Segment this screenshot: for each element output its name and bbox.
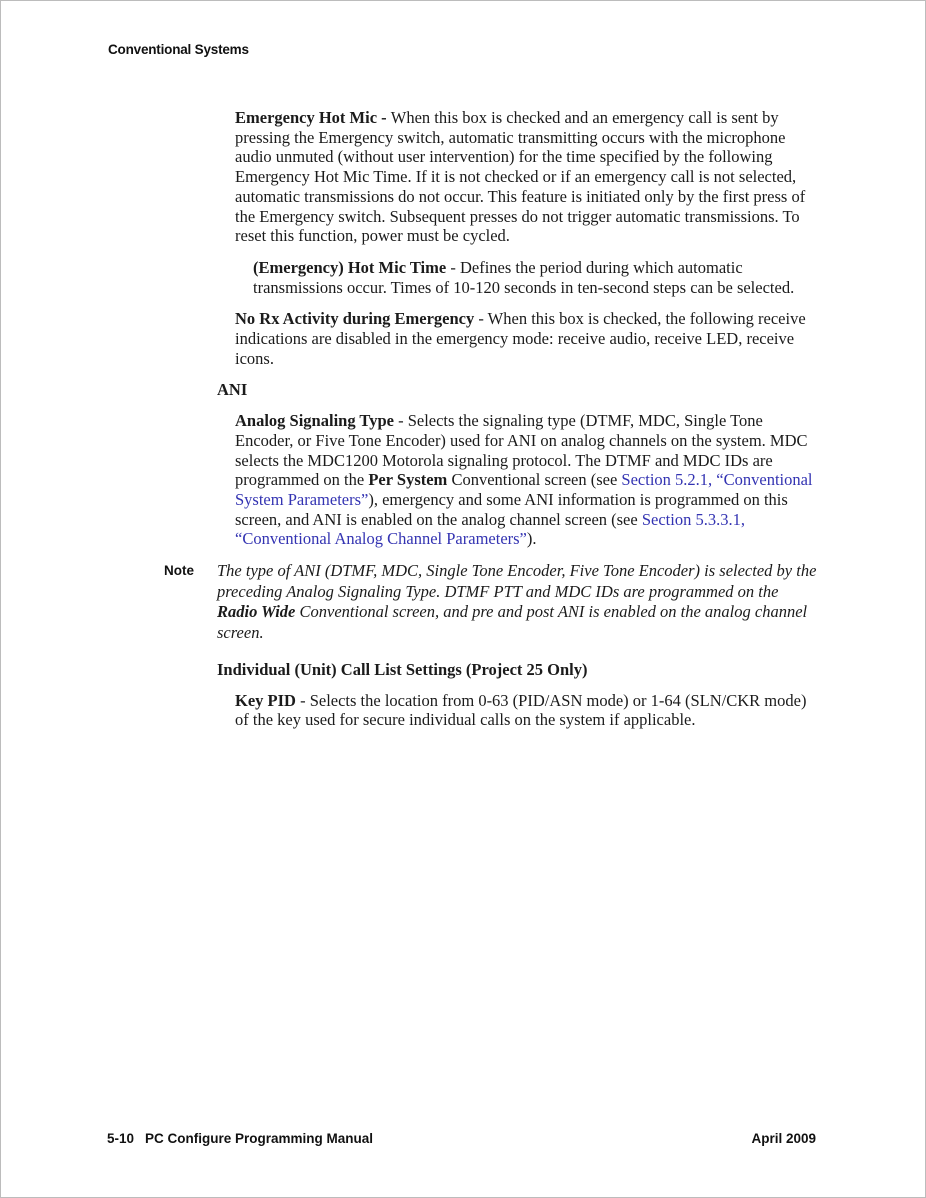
running-header: Conventional Systems <box>108 42 249 57</box>
page-footer <box>1 1131 925 1149</box>
paragraph-emergency-hot-mic <box>235 108 813 246</box>
footer-date: April 2009 <box>751 1131 816 1146</box>
text-run: - Selects the signaling type (DTMF, MDC, Single Tone Encoder, or Five Tone Encoder) used for ANI on analog channels on the system. MDC selects the MDC1200 Motorola signaling protocol. The DTMF and MDC IDs are programmed on the <box>235 411 808 490</box>
text-run: Conventional screen, and pre and post ANI is enabled on the analog channel screen. <box>217 602 808 642</box>
text-run: The type of ANI (DTMF, MDC, Single Tone Encoder, Five Tone Encoder) is selected by the preceding Analog Signaling Type. DTMF PTT and MDC IDs are programmed on the <box>217 561 817 601</box>
paragraph-hot-mic-time <box>253 258 813 297</box>
heading-individual-call-list: Individual (Unit) Call List Settings (Project 25 Only) <box>217 660 588 680</box>
footer-left <box>107 1131 373 1146</box>
text-run: Key PID <box>235 690 296 710</box>
text-run: - When this box is checked, the following receive indications are disabled in the emergency mode: receive audio, receive LED, receive icons. <box>235 309 806 368</box>
text-run: - Selects the location from 0-63 (PID/ASN mode) or 1-64 (SLN/CKR mode) of the key used for secure individual calls on the system if applicable. <box>235 690 807 730</box>
footer-manual-title: PC Configure Programming Manual <box>145 1131 374 1146</box>
text-run: Emergency Hot Mic - <box>235 108 391 127</box>
text-run: ), emergency and some ANI information is programmed on this screen, and ANI is enabled on the analog channel screen (see <box>235 489 788 529</box>
text-run: Per System <box>368 470 448 490</box>
footer-page-number: 5-10 <box>107 1131 135 1146</box>
section-cross-reference-link[interactable]: Section 5.3.3.1, “Conventional Analog Channel Parameters” <box>235 509 745 549</box>
text-run: ). <box>526 529 537 549</box>
text-run: When this box is checked and an emergency call is sent by pressing the Emergency switch, automatic transmitting occurs with the microphone audio unmuted (without user intervention) for the time specified by the following Emergency Hot Mic Time. If it is not checked or if an emergency call is not selected, automatic transmissions do not occur. This feature is initiated only by the first press of the Emergency switch. Subsequent presses do not trigger automatic transmissions. To reset this function, power must be cycled. <box>235 108 806 246</box>
text-run: No Rx Activity during Emergency <box>235 309 475 329</box>
section-cross-reference-link[interactable]: Section 5.2.1, “Conventional System Parameters” <box>235 470 813 509</box>
page-content <box>1 108 925 742</box>
text-run: Analog Signaling Type <box>235 411 394 431</box>
note-text <box>217 561 817 643</box>
paragraph-key-pid <box>235 691 813 730</box>
text-run: - Defines the period during which automatic transmissions occur. Times of 10-120 seconds in ten-second steps can be selected. <box>253 257 795 297</box>
paragraph-no-rx-activity <box>235 309 813 368</box>
text-run: Conventional screen (see <box>447 470 622 490</box>
text-run: Radio Wide <box>217 602 296 622</box>
note-block <box>164 561 817 643</box>
heading-ani: ANI <box>217 380 248 400</box>
note-label: Note <box>164 563 194 579</box>
text-run: (Emergency) Hot Mic Time <box>253 257 447 277</box>
paragraph-analog-signaling-type <box>235 411 813 549</box>
